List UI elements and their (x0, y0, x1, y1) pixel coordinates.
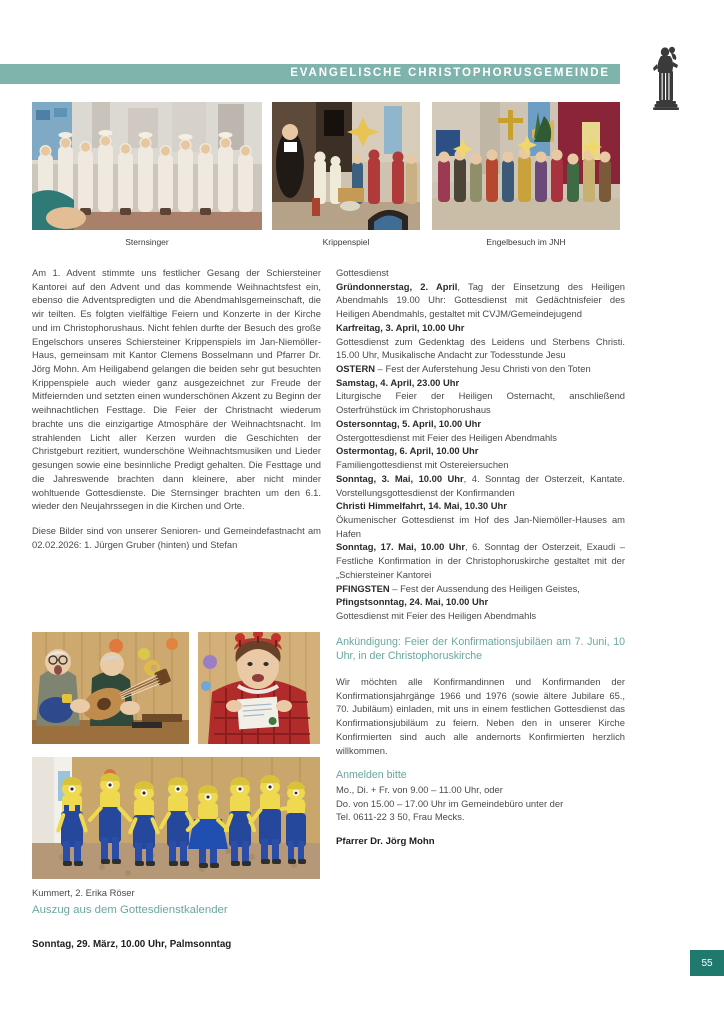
service-entry (336, 609, 625, 623)
service-entry-text: Gottesdienst mit Feier des Heiligen Abendmahls (336, 609, 537, 621)
left-paragraph-2: Diese Bilder sind von unserer Senioren- und Gemeindefastnacht am 02.02.2026: 1. Jürgen Gruber (hinten) und Stefan (32, 524, 321, 550)
left-paragraph-1: Am 1. Advent stimmte uns festlicher Gesang der Schiersteiner Kantorei auf den Advent und das kommende Weihnachtsfest ein, ebenso die Adventspredigten und die Abendmahlsgemeinschaft, die wir teilten. Es folgten vielfältige Feiern und Konzerte in der Kirche und im Christophorushaus. Nicht fehlen durfte der Besuch des große Engelschors unseres Schiersteiner Krippenspiels im Jan-Niemöller-Haus, gemeinsam mit Kantor Clemens Bosselmann und Pfarrer Dr. Jörg Mohn. Am Heiligabend gelangen die beiden sehr gut besuchten Krippenspiele auch wieder ganz ausgezeichnet zur Freude der Mitfeiernden und setzten einen wunderschönen Akzent zu Beginn der weihnachtlichen Festtage. Die Feier der Christnacht wiederum brachte uns die einzigartige Atmosphäre der Weihnachtsnacht. Im strahlenden Licht aller Kerzen wurden die Geschichten der Christgeburt rezitiert, wunderschöne Weihnachtsmusiken und Lieder gesungen sowie eine besinnliche Predigt gehalten. Die Festtage und die Jahreswende brachten dann kleinere, aber nicht minder wohltuende Gottesdienste. Die Sternsinger brachten um den 6.1. wieder den Neujahrssegen in die Kirchen und Orte. (32, 267, 321, 512)
gottesdienst-label: Gottesdienst (336, 267, 389, 278)
service-entry (336, 280, 625, 321)
left-bottom-text-block (32, 886, 322, 952)
page-title: EVANGELISCHE CHRISTOPHORUSGEMEINDE (290, 67, 610, 80)
service-entry-date: Sonntag, 17. Mai, 10.00 Uhr (336, 541, 466, 553)
service-entry (336, 376, 625, 390)
service-entry-text: – Fest der Auferstehung Jesu Christi von den Toten (375, 363, 591, 375)
service-entry-text: Ökumenischer Gottesdienst im Hof des Jan-Niemöller-Hauses am Hafen (336, 513, 625, 539)
announcement-body: Wir möchten alle Konfirmandinnen und Konfirmanden der Konfirmationsjahrgänge 1966 und 1976 (sowie ältere Jubilare 65., 70. Jubiläum) einladen, mit uns in einem festlichen Gottesdienst das Konfirmationsjubiläum zu feiern. Neben den in unserer Kirche Konfirmierten sind auch alle andernorts Konfirmierten herzlich willkommen. (336, 675, 625, 756)
right-text-column (336, 266, 625, 860)
service-entry-date: Sonntag, 3. Mai, 10.00 Uhr (336, 472, 464, 484)
service-entry (336, 335, 625, 362)
service-entry (336, 513, 625, 540)
service-entry-date: Karfreitag, 3. April, 10.00 Uhr (336, 321, 465, 333)
service-entry (336, 417, 625, 431)
register-line-2: Do. von 15.00 – 17.00 Uhr im Gemeindebüro unter der (336, 797, 564, 809)
service-entry (336, 431, 625, 445)
service-entry-text: Gottesdienst zum Gedenktag des Leidens und Sterbens Christi. 15.00 Uhr, Musikalische Andacht zur Todesstunde Jesu (336, 335, 625, 361)
service-entry (336, 389, 625, 416)
service-entry (336, 595, 625, 609)
service-entry-date: Gründonnerstag, 2. April (336, 280, 458, 292)
service-entry (336, 362, 625, 376)
service-entry (336, 321, 625, 335)
service-entry (336, 582, 625, 596)
service-entry-text: Familiengottesdienst mit Ostereiersuchen (336, 459, 509, 471)
service-entry-date: Ostermontag, 6. April, 10.00 Uhr (336, 445, 479, 457)
service-entry-date: OSTERN (336, 363, 376, 375)
service-entry-text: , Tag der Einsetzung des Heiligen Abendmahls 19.00 Uhr: Gottesdienst mit Gedächtnisfeier des Heiligen Abendmahls, gestaltet mit CVJM/Gemeindejugend (336, 280, 625, 320)
section-heading-kalender: Auszug aus dem Gottesdienstkalender (32, 903, 228, 916)
service-entry (336, 444, 625, 458)
service-entry-date: Ostersonntag, 5. April, 10.00 Uhr (336, 417, 482, 429)
photo-caption: Sternsinger (125, 237, 169, 247)
photo-woman-with-certificate (198, 632, 320, 744)
register-line-3: Tel. 0611-22 3 50, Frau Mecks. (336, 811, 465, 823)
service-entry (336, 540, 625, 581)
photo-sternsinger (32, 102, 262, 230)
photo-minions-dance-group (32, 757, 320, 879)
service-entry-text: , 6. Sonntag der Osterzeit, Exaudi – Festliche Konfirmation in der Christophoruskirche gestaltet mit der „Schiersteiner Kantorei (336, 541, 625, 580)
service-entries-list (336, 280, 625, 623)
first-service-entry: Sonntag, 29. März, 10.00 Uhr, Palmsonntag (32, 939, 232, 951)
photo-krippenspiel (272, 102, 420, 230)
service-entry-date: Christi Himmelfahrt, 14. Mai, 10.30 Uhr (336, 500, 507, 512)
photo-caption-continued: Kummert, 2. Erika Röser (32, 887, 135, 898)
service-entry-text: , 4. Sonntag der Osterzeit, Kantate. Vorstellungsgottesdienst der Konfirmanden (336, 472, 625, 498)
signature: Pfarrer Dr. Jörg Mohn (336, 835, 435, 847)
service-entry (336, 472, 625, 499)
service-entry-date: Samstag, 4. April, 23.00 Uhr (336, 376, 460, 388)
photo-caption: Engelbesuch im JNH (486, 237, 566, 247)
service-entry (336, 458, 625, 472)
header-band (0, 64, 620, 84)
service-entry-text: Liturgische Feier der Heiligen Osternacht, anschließend Osterfrühstück im Christophorushaus (336, 390, 625, 416)
service-entry (336, 499, 625, 513)
page-number-badge: 55 (690, 950, 724, 976)
christopher-statue-icon (648, 44, 688, 116)
photo-caption: Krippenspiel (322, 237, 370, 247)
service-entry-text: Ostergottesdienst mit Feier des Heiligen Abendmahls (336, 431, 557, 443)
photo-musicians (32, 632, 189, 744)
register-heading: Anmelden bitte (336, 769, 407, 782)
service-entry-text: – Fest der Aussendung des Heiligen Geistes, (389, 582, 580, 594)
service-entry-date: Pfingstsonntag, 24. Mai, 10.00 Uhr (336, 596, 489, 608)
photo-engel (432, 102, 620, 230)
service-entry-date: PFINGSTEN (336, 582, 390, 594)
announcement-heading: Ankündigung: Feier der Konfirmationsjubiläen am 7. Juni, 10 Uhr, in der Christophoruskirche (336, 635, 625, 663)
register-line-1: Mo., Di. + Fr. von 9.00 – 11.00 Uhr, oder (336, 783, 503, 795)
left-text-column (32, 266, 321, 562)
